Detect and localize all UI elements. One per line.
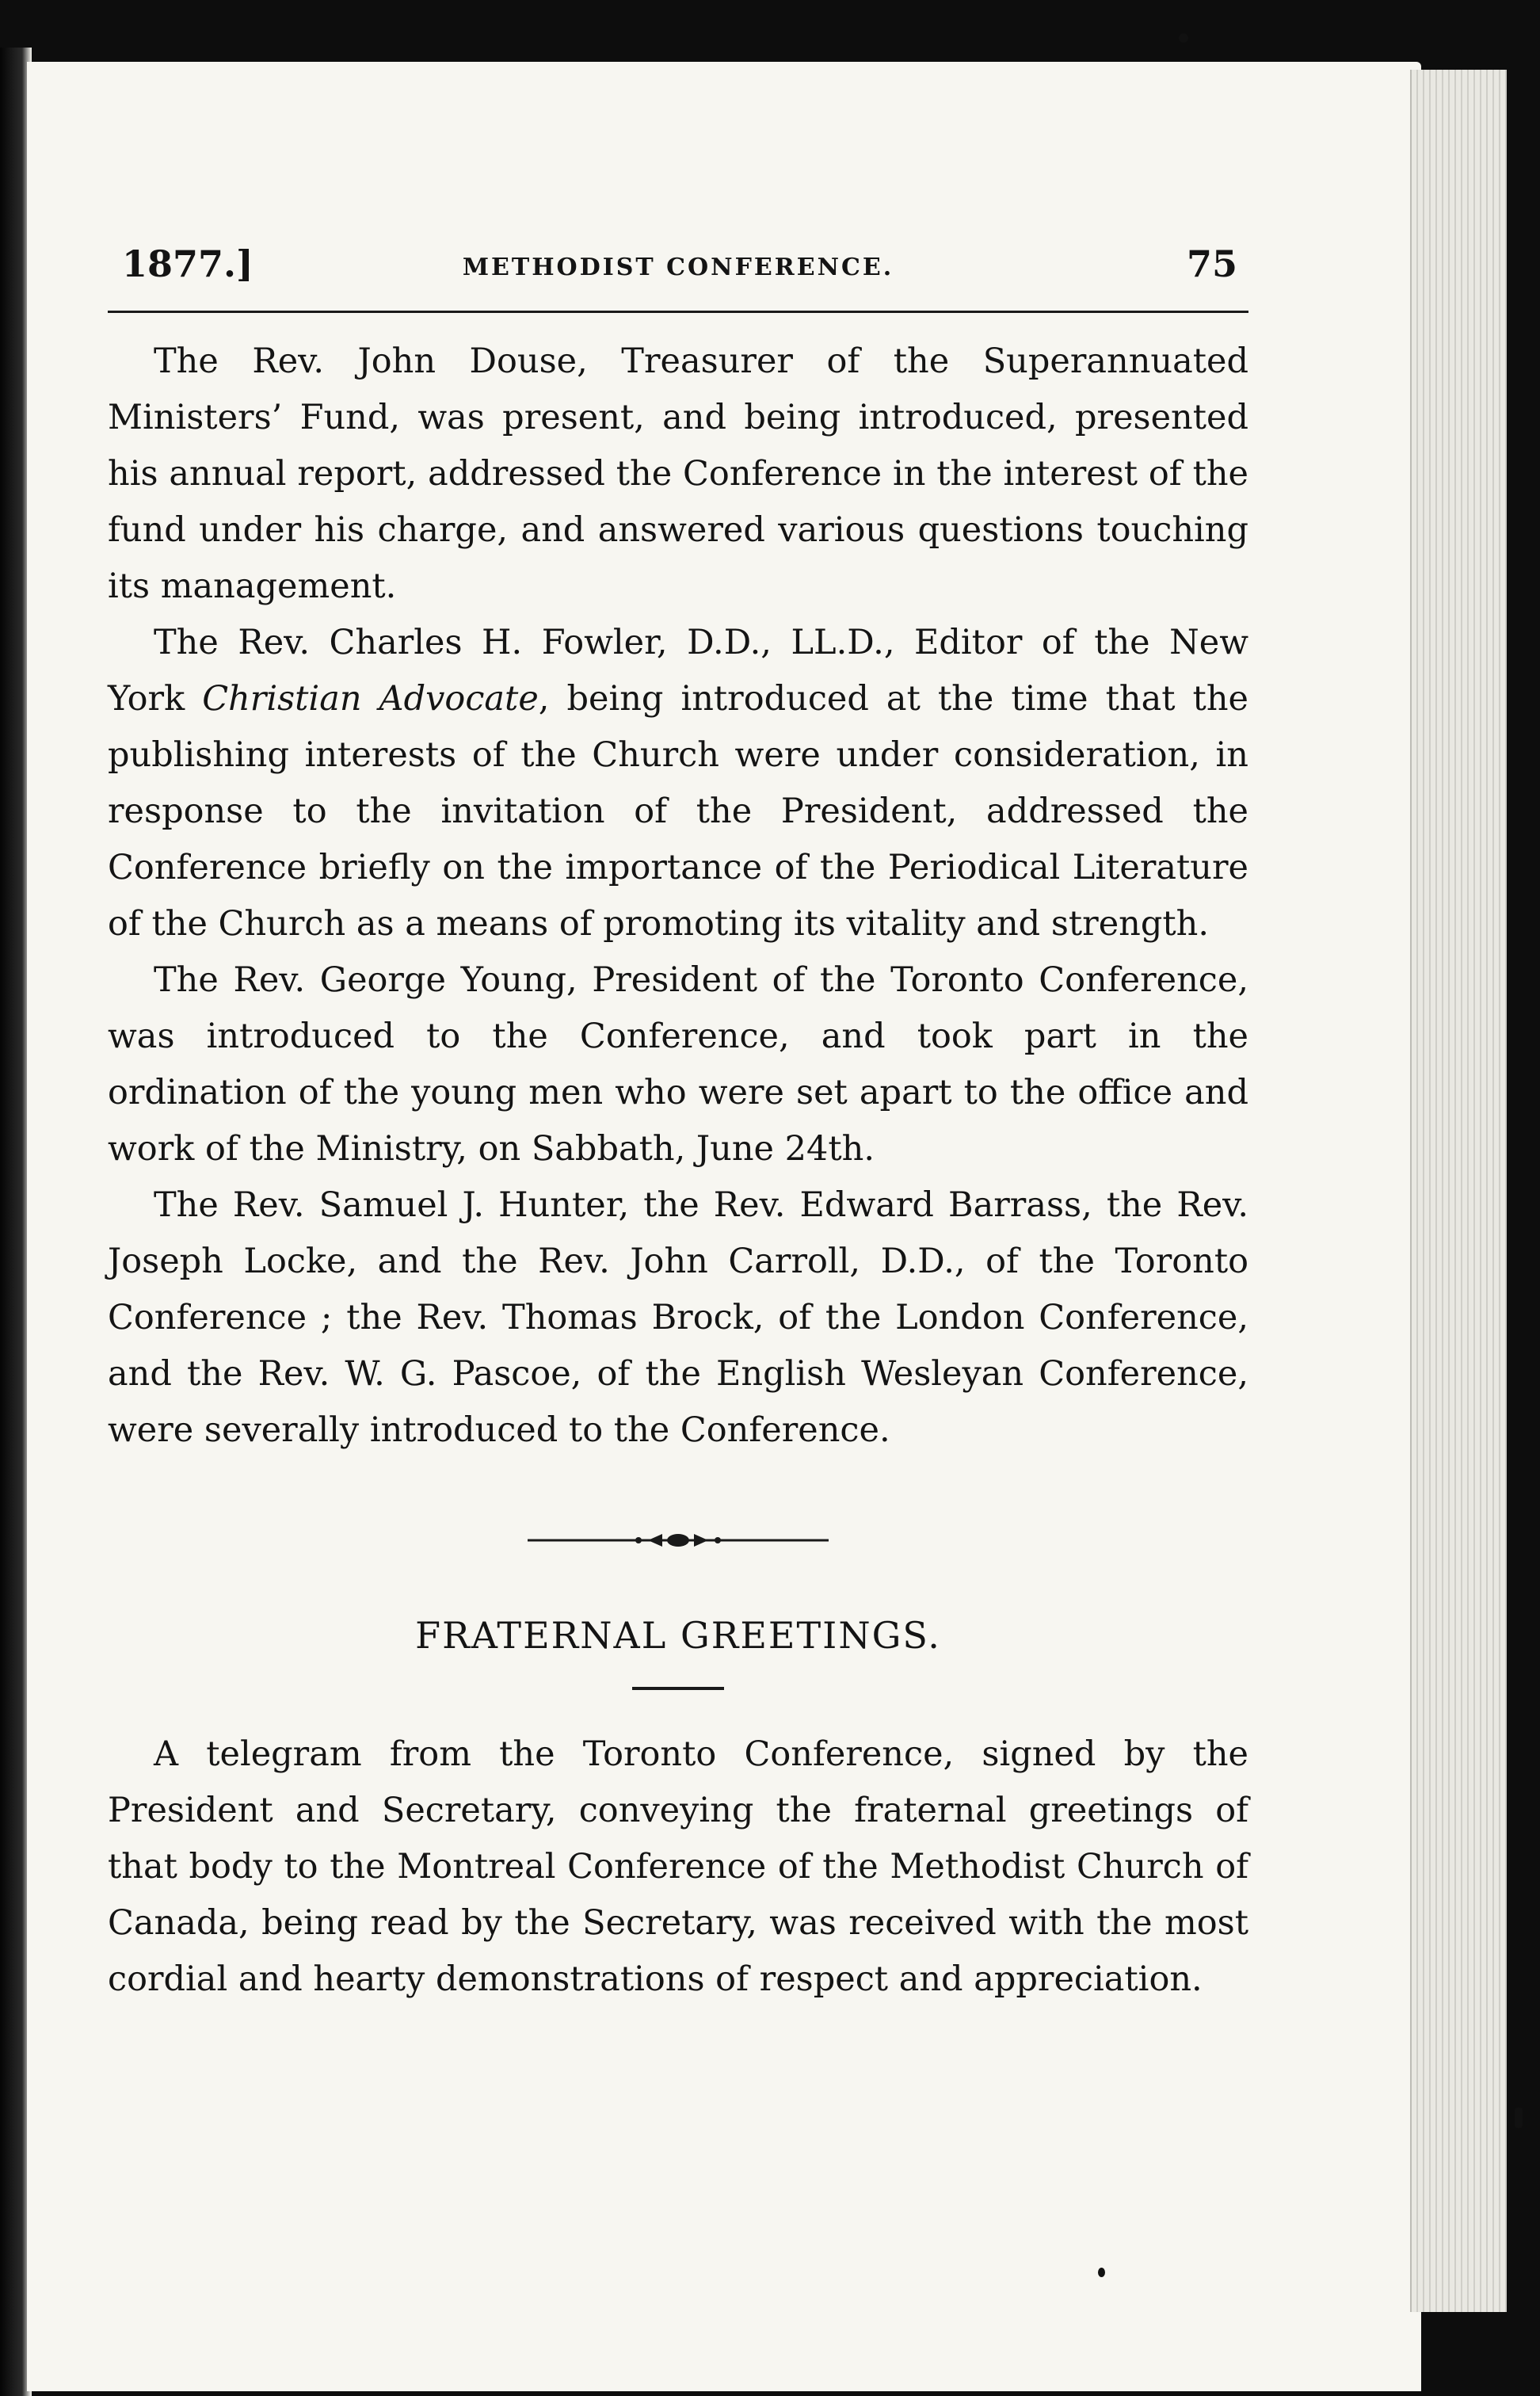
dust-speck — [1179, 33, 1188, 43]
paragraph-fowler — [108, 615, 1248, 952]
ornament-icon — [528, 1528, 829, 1552]
paragraph-hunter — [108, 1177, 1248, 1459]
paragraph-text: The Rev. Samuel J. Hunter, the Rev. Edward Barrass, the Rev. Joseph Locke, and the Rev. John Carroll, D.D., of the Toronto Conference ; the Rev. Thomas Brock, of the London Conference, and the Rev. W. G. Pascoe, of the English Wesleyan Conference, were severally introduced to the Conference. — [108, 1185, 1248, 1450]
paragraph-douse — [108, 334, 1248, 615]
paragraph-text-after: , being introduced at the time that the publishing interests of the Church were under consideration, in response to the invitation of the President, addressed the Conference briefly on the importance of the Periodical Literature of the Church as a means of promoting its vitality and strength. — [108, 679, 1248, 944]
section-heading: FRATERNAL GREETINGS. — [415, 1614, 941, 1657]
paragraph-text: The Rev. John Douse, Treasurer of the Superannuated Ministers’ Fund, was present, and being introduced, presented his annual report, addressed the Conference in the interest of the fund under his charge, and answered various questions touching its management. — [108, 341, 1248, 606]
paragraph-text: The Rev. George Young, President of the Toronto Conference, was introduced to the Conference, and took part in the ordination of the young men who were set apart to the office and work of the Ministry, on Sabbath, June 24th. — [108, 960, 1248, 1169]
ornamental-divider — [528, 1528, 829, 1552]
running-header — [108, 238, 1248, 313]
page-text-block — [108, 238, 1248, 2008]
section-body — [108, 1726, 1248, 2008]
main-body — [108, 334, 1248, 1459]
paragraph-young — [108, 952, 1248, 1177]
page-edges — [1410, 70, 1507, 2312]
page-number: 75 — [1186, 242, 1237, 285]
paragraph-telegram — [108, 1726, 1248, 2008]
dust-speck — [1098, 2268, 1105, 2277]
paragraph-italic-title: Christian Advocate — [202, 679, 539, 719]
heading-rule — [632, 1687, 724, 1690]
paragraph-text: A telegram from the Toronto Conference, signed by the President and Secretary, conveying the fraternal greetings of that body to the Montreal Conference of the Methodist Church of Canada, being read by the Secretary, was received with the most cordial and hearty demonstrations of respect and appreciation. — [108, 1734, 1248, 1999]
header-year: 1877.] — [122, 242, 253, 285]
paragraph-text-before: The Rev. Charles H. Fowler, D.D., LL.D., Editor of the New York — [108, 623, 1248, 719]
dust-speck — [1515, 2108, 1523, 2128]
header-title: METHODIST CONFERENCE. — [462, 254, 894, 281]
